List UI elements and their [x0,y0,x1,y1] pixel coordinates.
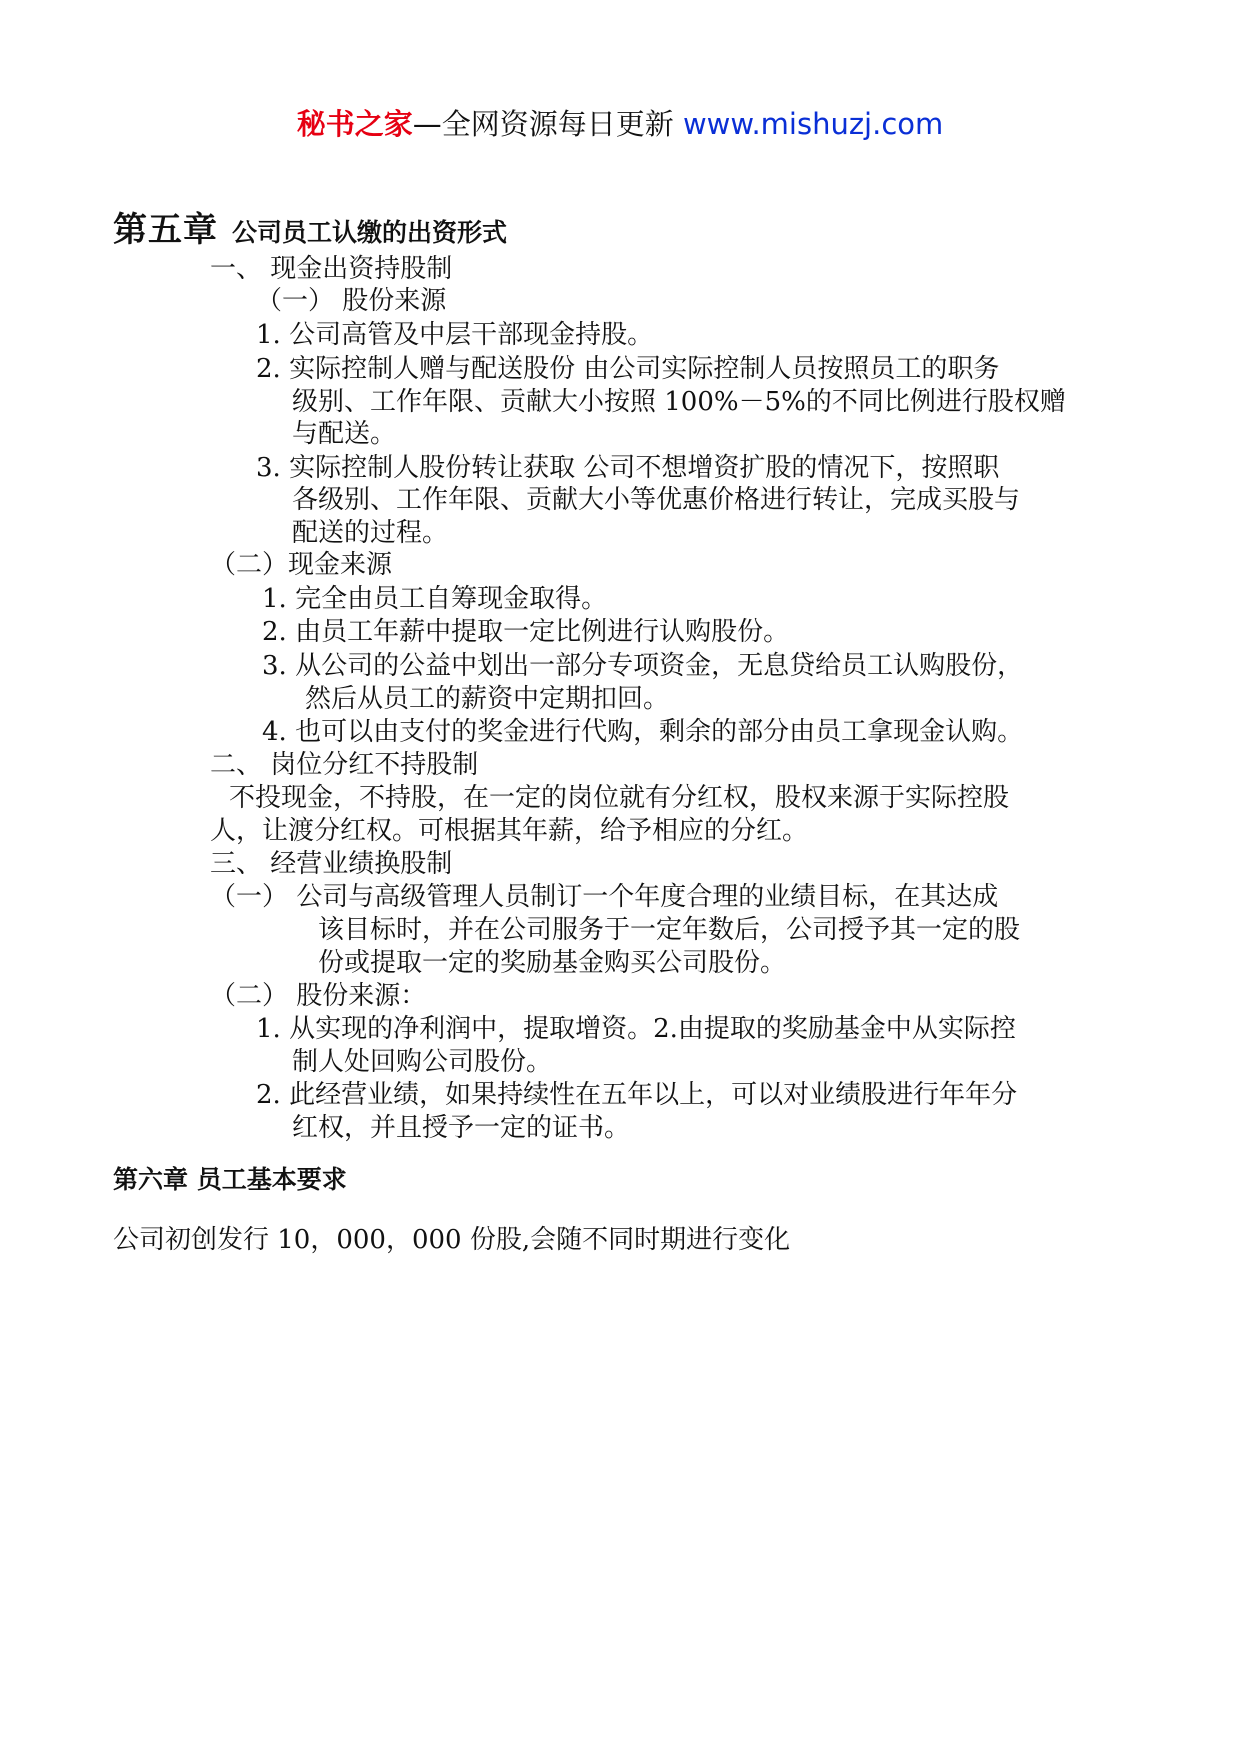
list-item: 2. 此经营业绩，如果持续性在五年以上，可以对业绩股进行年年分 [256,1080,1018,1110]
list-item: 1. 完全由员工自筹现金取得。 [262,584,608,614]
chapter-5-heading [113,202,507,251]
subsection-heading: （二） 股份来源： [210,981,427,1011]
list-item: 4. 也可以由支付的奖金进行代购，剩余的部分由员工拿现金认购。 [262,717,1024,747]
list-item-continuation: 配送的过程。 [292,518,449,548]
list-item: 2. 实际控制人赠与配送股份 由公司实际控制人员按照员工的职务 [256,354,1000,384]
paragraph-continuation: 该目标时，并在公司服务于一定年数后，公司授予其一定的股 [318,915,1021,945]
header-tagline: —全网资源每日更新 [412,107,674,141]
subsection-heading: （一） 股份来源 [256,286,447,316]
list-item: 2. 由员工年薪中提取一定比例进行认购股份。 [262,617,790,647]
list-item-continuation: 各级别、工作年限、贡献大小等优惠价格进行转让，完成买股与 [292,485,1021,515]
section-heading: 一、 现金出资持股制 [210,254,453,284]
list-item-continuation: 制人处回购公司股份。 [292,1047,553,1077]
subsection-heading: （二）现金来源 [210,550,393,580]
paragraph-line: 不投现金，不持股，在一定的岗位就有分红权，股权来源于实际控股 [229,783,1010,813]
chapter-6-heading: 第六章 员工基本要求 [113,1165,347,1194]
site-url-link[interactable]: www.mishuzj.com [682,107,944,141]
subsection-paragraph: （一） 公司与高级管理人员制订一个年度合理的业绩目标，在其达成 [210,882,999,912]
section-heading: 二、 岗位分红不持股制 [210,750,479,780]
list-item: 1. 从实现的净利润中，提取增资。2.由提取的奖励基金中从实际控 [256,1014,1016,1044]
site-header [0,104,1240,144]
chapter-5-title: 公司员工认缴的出资形式 [232,218,508,247]
chapter-5-number: 第五章 [113,210,218,250]
paragraph-line: 人，让渡分红权。可根据其年薪，给予相应的分红。 [210,816,809,846]
list-item-continuation: 级别、工作年限、贡献大小按照 100%－5%的不同比例进行股权赠 [292,387,1066,417]
list-item: 1. 公司高管及中层干部现金持股。 [256,320,654,350]
list-item: 3. 实际控制人股份转让获取 公司不想增资扩股的情况下，按照职 [256,453,1000,483]
list-item-continuation: 然后从员工的薪资中定期扣回。 [305,684,670,714]
brand-name: 秘书之家 [296,107,413,141]
paragraph-continuation: 份或提取一定的奖励基金购买公司股份。 [318,948,787,978]
list-item-continuation: 红权，并且授予一定的证书。 [292,1113,631,1143]
list-item: 3. 从公司的公益中划出一部分专项资金，无息贷给员工认购股份， [262,651,1024,681]
list-item-continuation: 与配送。 [292,419,397,449]
section-heading: 三、 经营业绩换股制 [210,849,453,879]
chapter-6-body: 公司初创发行 10，000，000 份股,会随不同时期进行变化 [113,1225,791,1255]
